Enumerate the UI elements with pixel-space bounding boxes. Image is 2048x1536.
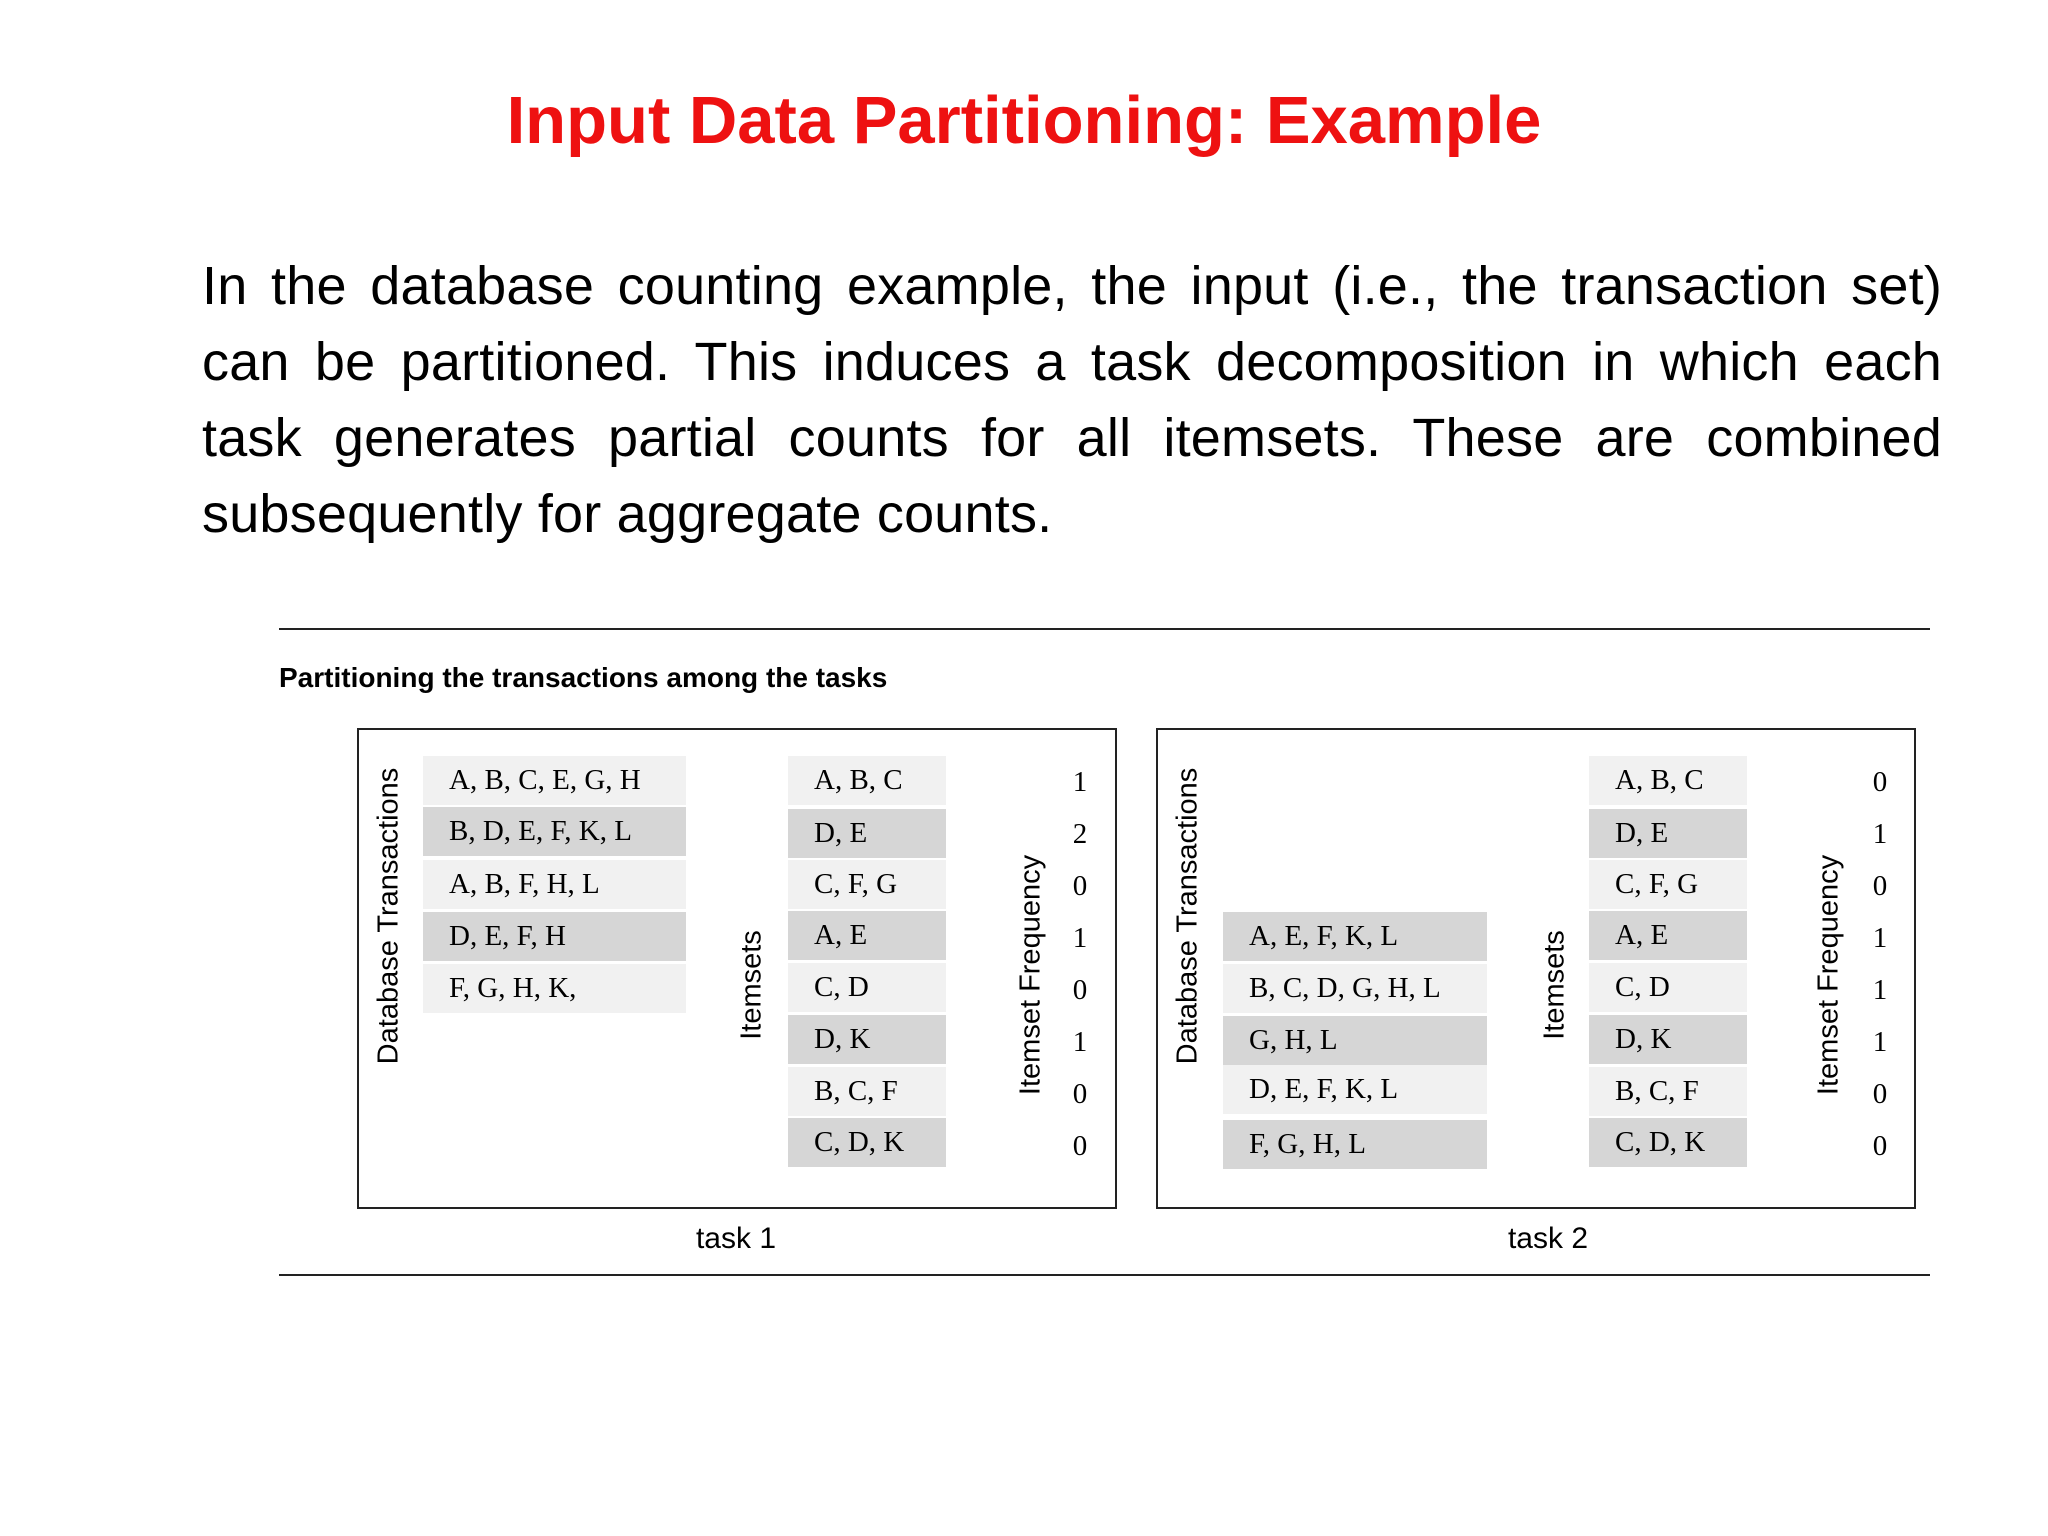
transaction-row: B, D, E, F, K, L [423,807,686,856]
itemset-row: D, K [788,1015,946,1064]
transaction-row: F, G, H, L [1223,1120,1487,1169]
slide-title: Input Data Partitioning: Example [506,83,1542,158]
itemset-frequency: 0 [1072,1078,1088,1110]
itemset-frequency: 1 [1072,766,1088,798]
figure-top-rule [279,628,1930,630]
itemset-frequency: 0 [1072,1130,1088,1162]
itemset-frequency: 0 [1072,870,1088,902]
itemset-row: C, D [788,963,946,1012]
itemset-row: A, E [788,911,946,960]
itemset-frequency: 0 [1072,974,1088,1006]
transaction-row: D, E, F, K, L [1223,1065,1487,1114]
itemset-row: C, D, K [788,1118,946,1167]
itemset-row: A, B, C [1589,756,1747,805]
transaction-row: A, E, F, K, L [1223,912,1487,961]
itemset-frequency: 1 [1872,974,1888,1006]
figure-caption: Partitioning the transactions among the tasks [279,662,888,693]
itemset-frequency: 1 [1872,922,1888,954]
transaction-row: B, C, D, G, H, L [1223,964,1487,1013]
itemset-frequency: 1 [1872,1026,1888,1058]
itemset-frequency: 1 [1072,1026,1088,1058]
itemset-row: A, E [1589,911,1747,960]
itemset-row: C, F, G [1589,860,1747,909]
itemset-frequency: 0 [1872,766,1888,798]
itemset-frequency: 1 [1872,818,1888,850]
task-1-label: task 1 [695,1222,777,1255]
itemset-row: D, K [1589,1015,1747,1064]
itemset-frequency: 2 [1072,818,1088,850]
itemset-row: B, C, F [1589,1067,1747,1116]
task-2-label: task 2 [1507,1222,1589,1255]
itemset-frequency: 0 [1872,870,1888,902]
itemset-row: C, D [1589,963,1747,1012]
itemset-frequency: 0 [1872,1130,1888,1162]
transaction-row: A, B, C, E, G, H [423,756,686,805]
transaction-row: F, G, H, K, [423,964,686,1013]
itemset-row: C, D, K [1589,1118,1747,1167]
itemset-row: A, B, C [788,756,946,805]
itemset-row: D, E [788,809,946,858]
transaction-row: A, B, F, H, L [423,860,686,909]
transaction-row: G, H, L [1223,1016,1487,1065]
itemset-row: D, E [1589,809,1747,858]
itemset-row: B, C, F [788,1067,946,1116]
itemset-row: C, F, G [788,860,946,909]
transaction-row: D, E, F, H [423,912,686,961]
figure-bottom-rule [279,1274,1930,1276]
task-2-panel: Database Transactions Itemsets Itemset Frequency A, E, F, K, L B, C, D, G, H, L G, H, L D, E, F, K, L F, G, H, L A, B, C D, E C, F, G A, E C, D D, K B, C, F C, D, K 0 1 0 1 1 1 0 0 [1156,728,1916,1209]
task-1-panel: Database Transactions Itemsets Itemset Frequency A, B, C, E, G, H B, D, E, F, K, L A, B, F, H, L D, E, F, H F, G, H, K, A, B, C D, E C, F, G A, E C, D D, K B, C, F C, D, K 1 2 0 1 0 1 0 0 [357,728,1117,1209]
itemset-frequency: 1 [1072,922,1088,954]
itemset-frequency: 0 [1872,1078,1888,1110]
body-paragraph: In the database counting example, the input (i.e., the transaction set) can be partitioned. This induces a task decomposition in which each task generates partial counts for all itemsets. These are combined subsequently for aggregate counts. [202,256,1942,544]
